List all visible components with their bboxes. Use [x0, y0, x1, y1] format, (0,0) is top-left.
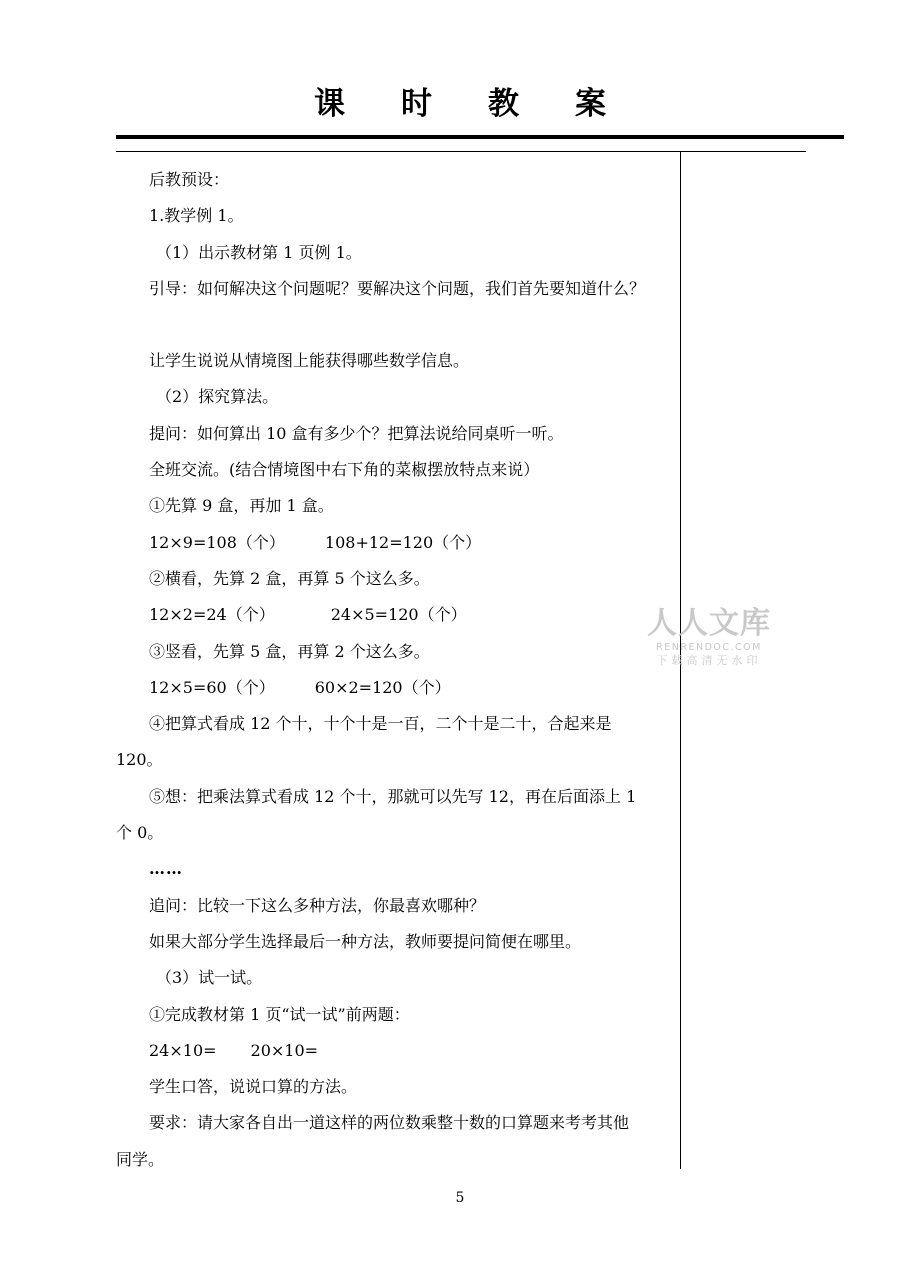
text-line: ①先算 9 盒，再加 1 盒。: [149, 496, 334, 516]
header-rule-thin: [116, 151, 806, 152]
text-line: 全班交流。(结合情境图中右下角的菜椒摆放特点来说）: [149, 460, 540, 480]
text-line: 个 0。: [116, 823, 164, 843]
equation: 20×10=: [250, 1040, 319, 1060]
equation: 108+12=120（个）: [324, 532, 482, 552]
ellipsis-line: ……: [149, 859, 183, 879]
equation: 24×5=120（个）: [330, 605, 467, 625]
text-line: 后教预设：: [149, 170, 230, 189]
equation-line: [116, 525, 672, 561]
text-line: 同学。: [116, 1149, 165, 1169]
equation: 12×2=24（个）: [149, 605, 275, 625]
text-line: （2）探究算法。: [156, 387, 279, 407]
header-rule-thick: [116, 135, 844, 139]
text-line: ⑤想：把乘法算式看成 12 个十，那就可以先写 12，再在后面添上 1: [149, 786, 637, 806]
lesson-plan-body: [116, 162, 672, 1178]
equation: 24×10=: [149, 1040, 217, 1060]
page-title: 课时教案: [314, 86, 662, 122]
text-line: 学生口答，说说口算的方法。: [149, 1077, 358, 1097]
page-number: 5: [455, 1190, 465, 1206]
equation: 12×9=108（个）: [149, 532, 285, 552]
text-line: 追问：比较一下这么多种方法，你最喜欢哪种？: [149, 895, 486, 915]
equation: 12×5=60（个）: [149, 677, 275, 697]
text-line: 如果大部分学生选择最后一种方法，教师要提问简便在哪里。: [149, 931, 582, 951]
text-line: ①完成教材第 1 页“试一试”前两题：: [149, 1004, 410, 1024]
text-line: 引导：如何解决这个问题呢？要解决这个问题，我们首先要知道什么？: [149, 278, 646, 298]
equation-line: [116, 670, 672, 706]
text-line: ④把算式看成 12 个十，十个十是一百，二个十是二十，合起来是: [149, 714, 612, 734]
equation: 60×2=120（个）: [314, 677, 451, 697]
watermark-url: RENRENDOC.COM: [656, 642, 762, 653]
text-line: 让学生说说从情境图上能获得哪些数学信息。: [149, 351, 470, 371]
text-line: （3）试一试。: [156, 968, 263, 988]
watermark-tagline: 下载高清无水印: [656, 654, 762, 667]
text-line: 要求：请大家各自出一道这样的两位数乘整十数的口算题来考考其他: [149, 1113, 630, 1133]
watermark: [646, 606, 772, 668]
equation-line: [116, 1033, 672, 1069]
text-line: 1.教学例 1。: [149, 206, 244, 226]
text-line: ②横看，先算 2 盒，再算 5 个这么多。: [149, 568, 430, 588]
text-line: ③竖看，先算 5 盒，再算 2 个这么多。: [149, 641, 430, 661]
equation-line: [116, 597, 672, 633]
blank-line: [116, 307, 672, 343]
text-line: （1）出示教材第 1 页例 1。: [156, 242, 362, 262]
text-line: 提问：如何算出 10 盒有多少个？把算法说给同桌听一听。: [149, 423, 564, 443]
text-line: 120。: [116, 750, 163, 770]
watermark-brand: 人人文库: [647, 606, 771, 641]
